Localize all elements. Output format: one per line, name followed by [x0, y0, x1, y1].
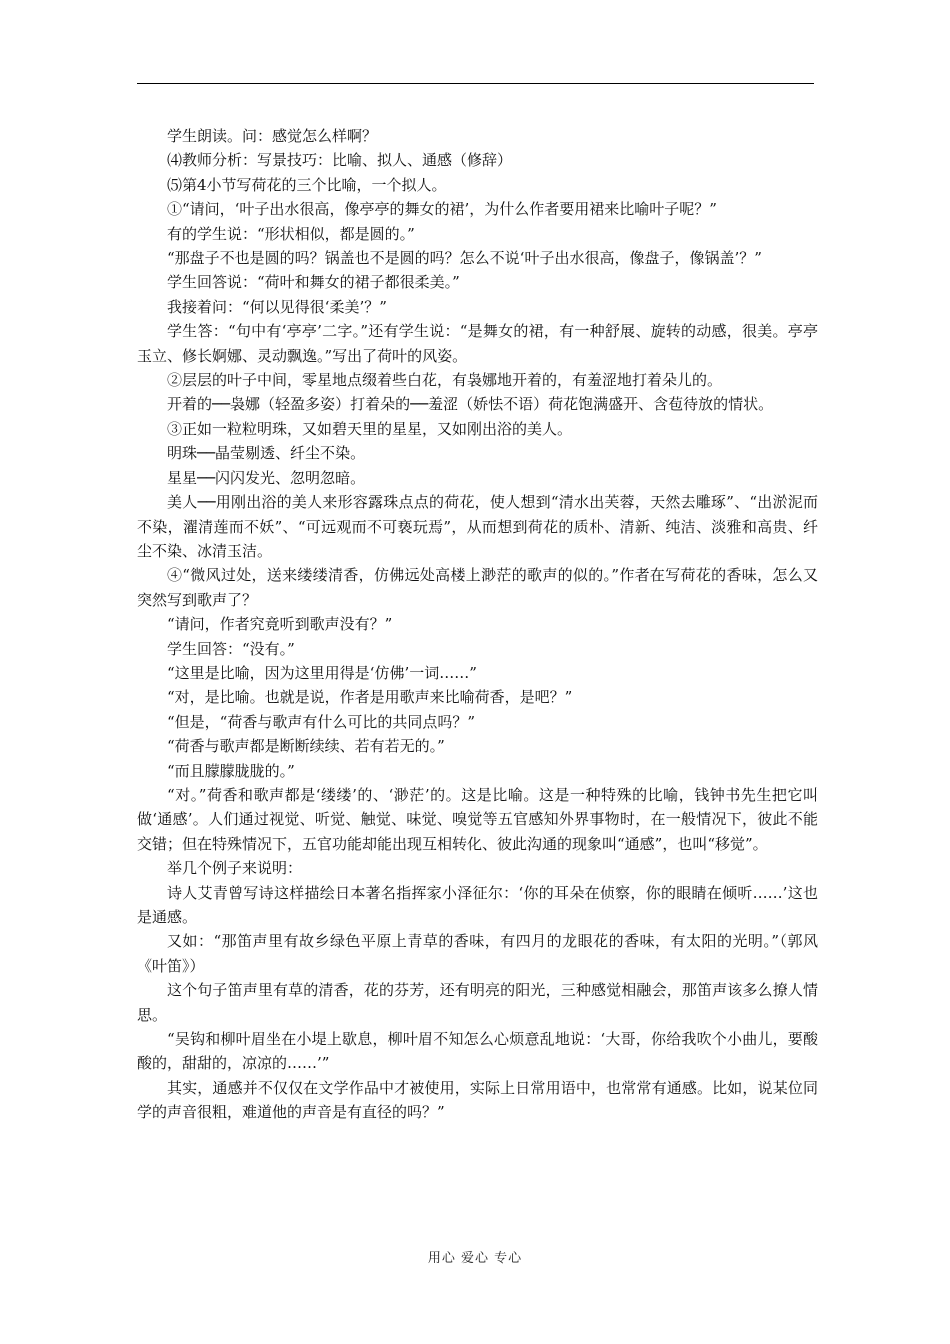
paragraph: “请问，作者究竟听到歌声没有？”	[167, 615, 393, 634]
paragraph: 举几个例子来说明：	[167, 859, 303, 878]
paragraph: “那盘子不也是圆的吗？锅盖也不是圆的吗？怎么不说‘叶子出水很高，像盘子，像锅盖’？”	[167, 249, 762, 268]
paragraph: 其实，通感并不仅仅在文学作品中才被使用，实际上日常用语中，也常常有通感。比如，说某位同学的声音很粗，难道他的声音是有直径的吗？”	[137, 1078, 818, 1122]
paragraph: 这个句子笛声里有草的清香，花的芬芳，还有明亮的阳光，三种感觉相融会，那笛声该多么撩人情思。	[137, 981, 818, 1024]
paragraph: 我接着问：“何以见得很‘柔美’？”	[167, 297, 387, 316]
paragraph: 美人──用刚出浴的美人来形容露珠点点的荷花，使人想到“清水出芙蓉，天然去雕琢”、“出淤泥而不染，濯清莲而不妖”、“可远观而不可亵玩焉”，从而想到荷花的质朴、清新、纯洁、淡雅和高贵、纤尘不染、冰清玉洁。	[137, 493, 818, 560]
paragraph: 开着的──袅娜（轻盈多姿）打着朵的──羞涩（娇怯不语）荷花饱满盛开、含苞待放的情状。	[167, 395, 774, 414]
paragraph: 学生答：“句中有‘亭亭’二字。”还有学生说：“是舞女的裙，有一种舒展、旋转的动感，很美。亭亭玉立、修长婀娜、灵动飘逸。”写出了荷叶的风姿。	[137, 322, 818, 365]
paragraph: 有的学生说：“形状相似，都是圆的。”	[167, 224, 415, 243]
paragraph: “对。”荷香和歌声都是‘缕缕’的、‘渺茫’的。这是比喻。这是一种特殊的比喻，钱钟书先生把它叫做‘通感’。人们通过视觉、听觉、触觉、味觉、嗅觉等五官感知外界事物时，在一般情况下，彼此不能交错；但在特殊情况下，五官功能却能出现互相转化、彼此沟通的现象叫“通感”，也叫“移觉”。	[137, 785, 818, 853]
header-rule	[137, 83, 814, 84]
paragraph: 学生回答：“没有。”	[167, 639, 295, 658]
paragraph: 诗人艾青曾写诗这样描绘日本著名指挥家小泽征尔：‘你的耳朵在侦察，你的眼睛在倾听……’这也是通感。	[137, 883, 818, 926]
paragraph: ①“请问，‘叶子出水很高，像亭亭的舞女的裙’，为什么作者要用裙来比喻叶子呢？”	[167, 200, 717, 219]
paragraph: “吴钩和柳叶眉坐在小堤上歇息，柳叶眉不知怎么心烦意乱地说：‘大哥，你给我吹个小曲儿，要酸酸的，甜甜的，凉凉的……’”	[137, 1030, 818, 1073]
paragraph: “但是，“荷香与歌声有什么可比的共同点吗？”	[167, 712, 476, 731]
paragraph: 又如：“那笛声里有故乡绿色平原上青草的香味，有四月的龙眼花的香味，有太阳的光明。”（郭风《叶笛》）	[137, 932, 818, 975]
paragraph: 学生回答说：“荷叶和舞女的裙子都很柔美。”	[167, 273, 460, 292]
paragraph: “荷香与歌声都是断断续续、若有若无的。”	[167, 737, 445, 756]
paragraph: “这里是比喻，因为这里用得是‘仿佛’一词……”	[167, 663, 477, 682]
document-body	[137, 124, 818, 1125]
paragraph: 学生朗读。问：感觉怎么样啊？	[167, 127, 378, 145]
paragraph: ⑸第4小节写荷花的三个比喻，一个拟人。	[167, 175, 447, 194]
paragraph: “而且朦朦胧胧的。”	[167, 761, 295, 780]
paragraph: “对，是比喻。也就是说，作者是用歌声来比喻荷香，是吧？”	[167, 688, 573, 707]
paragraph: 星星──闪闪发光、忽明忽暗。	[167, 468, 366, 487]
page-footer: 用心 爱心 专心	[427, 1251, 523, 1266]
paragraph: ⑷教师分析：写景技巧：比喻、拟人、通感（修辞）	[167, 151, 513, 170]
paragraph: 明珠──晶莹剔透、纤尘不染。	[167, 444, 366, 463]
paragraph: ③正如一粒粒明珠，又如碧天里的星星，又如刚出浴的美人。	[167, 419, 573, 438]
paragraph: ④“微风过处，送来缕缕清香，仿佛远处高楼上渺茫的歌声的似的。”作者在写荷花的香味，怎么又突然写到歌声了？	[137, 566, 818, 609]
paragraph: ②层层的叶子中间，零星地点缀着些白花，有袅娜地开着的，有羞涩地打着朵儿的。	[167, 371, 723, 390]
